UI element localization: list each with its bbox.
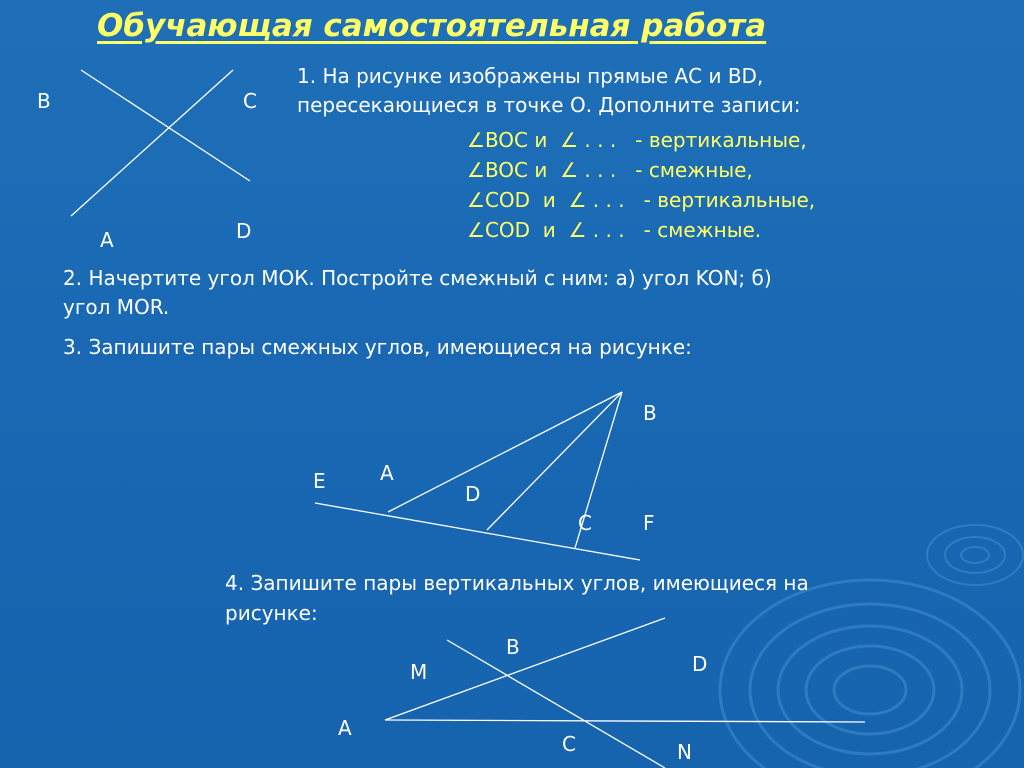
fig4-point-m-label: M bbox=[410, 660, 428, 684]
task1-row: ∠COD и ∠ . . . - смежные. bbox=[467, 216, 761, 245]
task1-text-line1: 1. На рисунке изображены прямые АС и BD, bbox=[297, 64, 764, 88]
task1-text-line2: пересекающиеся в точке О. Дополните записи: bbox=[297, 93, 801, 117]
angle-symbol-icon: ∠ bbox=[560, 128, 579, 152]
task4-text-line1: 4. Запишите пары вертикальных углов, имеющиеся на bbox=[225, 571, 809, 595]
angle-symbol-icon: ∠ bbox=[467, 158, 485, 182]
task1-row: ∠BOC и ∠ . . . - смежные, bbox=[467, 156, 753, 185]
task2-text-line2: угол MOR. bbox=[63, 295, 170, 319]
angle-symbol-icon: ∠ bbox=[568, 188, 587, 212]
fig1-point-d-label: D bbox=[236, 219, 252, 243]
fig4-line-ad bbox=[385, 720, 865, 722]
slide-title: Обучающая самостоятельная работа bbox=[97, 8, 767, 44]
task3-text-line1: 3. Запишите пары смежных углов, имеющиеся на рисунке: bbox=[63, 335, 692, 359]
fig1-point-c-label: C bbox=[243, 89, 257, 113]
fig4-point-n-label: N bbox=[677, 740, 692, 764]
task1-row: ∠COD и ∠ . . . - вертикальные, bbox=[467, 186, 815, 215]
fig1-point-a-label: A bbox=[100, 228, 114, 252]
fig4-point-a-label: A bbox=[338, 716, 352, 740]
fig1-point-b-label: B bbox=[37, 89, 51, 113]
fig3-point-b-label: B bbox=[643, 401, 657, 425]
fig3-point-e-label: E bbox=[313, 469, 326, 493]
angle-symbol-icon: ∠ bbox=[467, 218, 485, 242]
task4-text-line2: рисунке: bbox=[225, 601, 318, 625]
fig4-point-c-label: C bbox=[562, 732, 576, 756]
task1-row: ∠BOC и ∠ . . . - вертикальные, bbox=[467, 126, 807, 155]
fig1-line-bd bbox=[81, 70, 250, 181]
fig1-line-ac bbox=[71, 70, 233, 216]
fig4-point-b-label: B bbox=[506, 635, 520, 659]
fig3-point-c-label: C bbox=[578, 511, 592, 535]
fig4-line-bn bbox=[447, 640, 665, 768]
fig3-point-d-label: D bbox=[465, 482, 481, 506]
angle-symbol-icon: ∠ bbox=[560, 158, 579, 182]
task2-text-line1: 2. Начертите угол МОК. Постройте смежный с ним: а) угол KON; б) bbox=[63, 266, 772, 290]
angle-symbol-icon: ∠ bbox=[467, 188, 485, 212]
fig3-ray-ba bbox=[388, 392, 622, 512]
fig4-point-d-label: D bbox=[692, 652, 708, 676]
fig3-point-a-label: A bbox=[380, 461, 394, 485]
angle-symbol-icon: ∠ bbox=[568, 218, 587, 242]
fig3-point-f-label: F bbox=[643, 511, 655, 535]
angle-symbol-icon: ∠ bbox=[467, 128, 485, 152]
